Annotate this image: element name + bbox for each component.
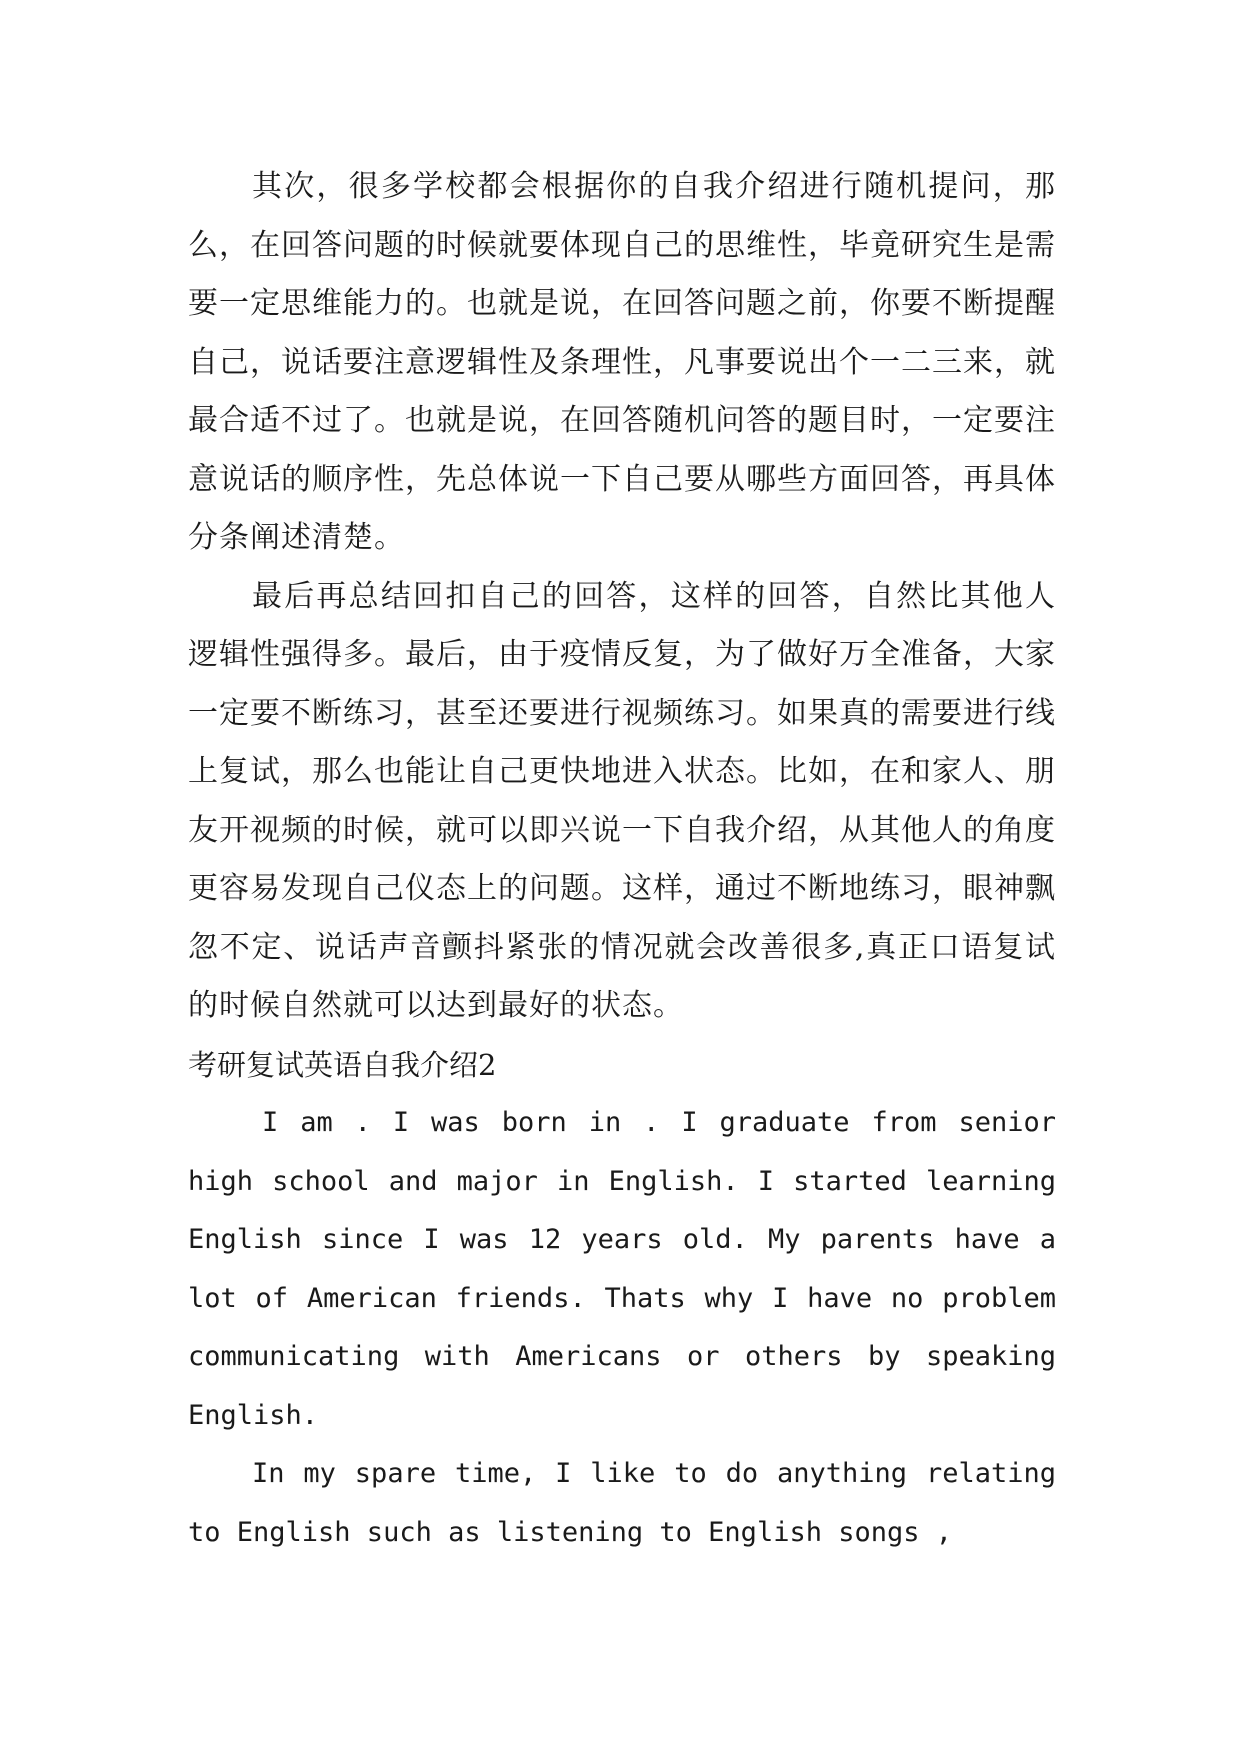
english-paragraph-spare-time: In my spare time, I like to do anything relating to English such as listening to English songs , — [188, 1458, 1056, 1548]
paragraph-random-questions: 其次，很多学校都会根据你的自我介绍进行随机提问，那么，在回答问题的时候就要体现自己的思维性，毕竟研究生是需要一定思维能力的。也就是说，在回答问题之前，你要不断提醒自己，说话要注意逻辑性及条理性，凡事要说出个一二三来，就最合适不过了。也就是说，在回答随机问答的题目时，一定要注意说话的顺序性，先总体说一下自己要从哪些方面回答，再具体分条阐述清楚。 — [188, 169, 1056, 555]
document-body — [188, 158, 1056, 1562]
english-paragraph-intro: I am . I was born in . I graduate from senior high school and major in English. I started learning English since I was 12 years old. My parents have a lot of American friends. Thats why I have no problem communicating with Americans or others by speaking English. — [188, 1107, 1056, 1431]
section-heading: 考研复试英语自我介绍2 — [188, 1047, 497, 1082]
paragraph-summary-practice: 最后再总结回扣自己的回答，这样的回答，自然比其他人逻辑性强得多。最后，由于疫情反复，为了做好万全准备，大家一定要不断练习，甚至还要进行视频练习。如果真的需要进行线上复试，那么也能让自己更快地进入状态。比如，在和家人、朋友开视频的时候，就可以即兴说一下自我介绍，从其他人的角度更容易发现自己仪态上的问题。这样，通过不断地练习，眼神飘忽不定、说话声音颤抖紧张的情况就会改善很多,真正口语复试的时候自然就可以达到最好的状态。 — [188, 578, 1056, 1023]
